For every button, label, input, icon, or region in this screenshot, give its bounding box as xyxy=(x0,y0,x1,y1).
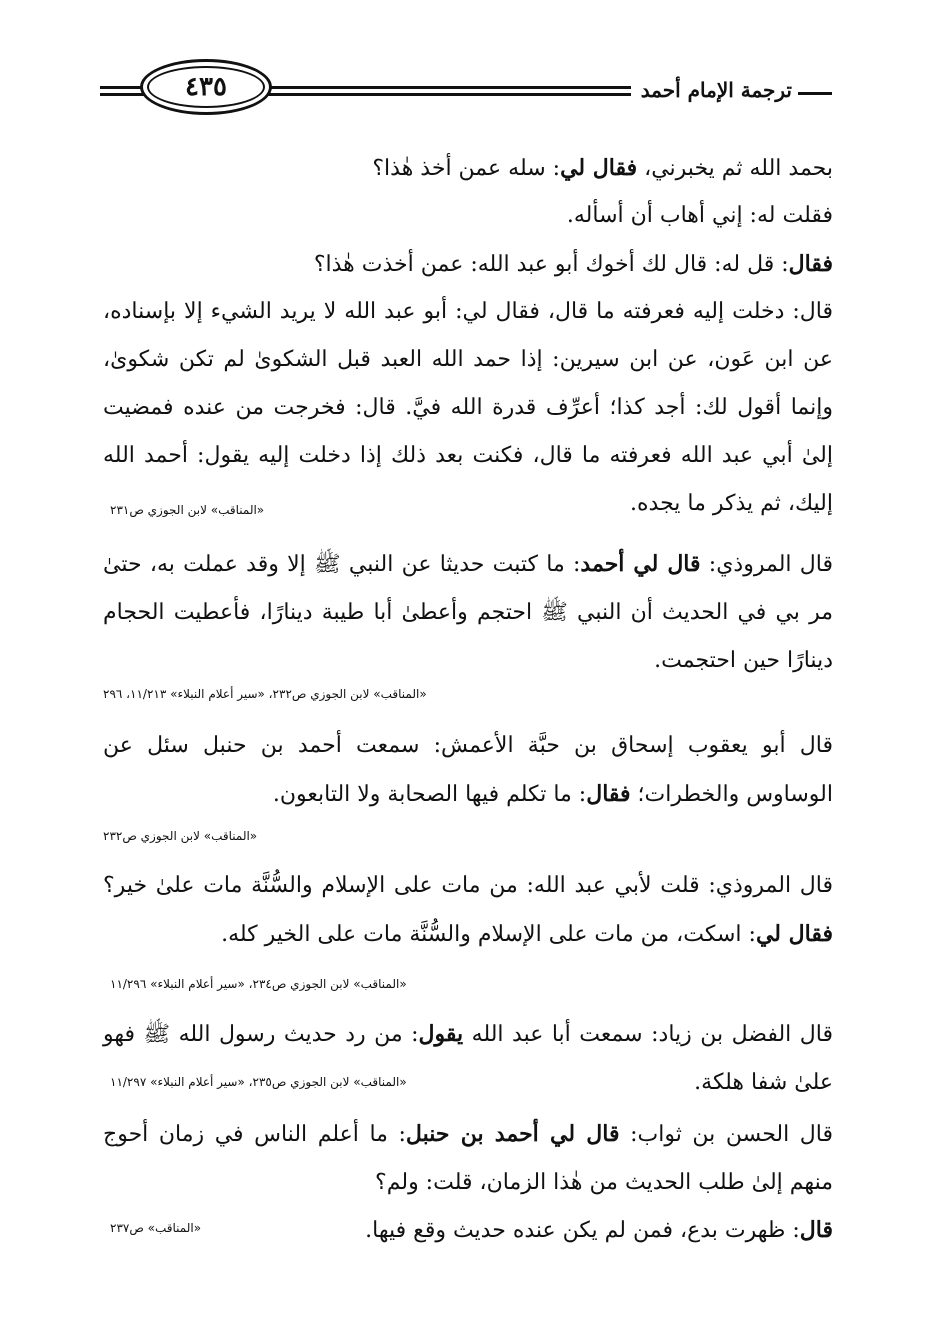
source-reference: «المناقب» لابن الجوزي ص٢٣٢ xyxy=(103,829,258,843)
text-run: قال الفضل بن زياد: سمعت أبا عبد الله xyxy=(463,1022,833,1047)
bold-phrase: قال لي أحمد xyxy=(580,551,701,577)
bold-phrase: فقال لي xyxy=(755,921,833,947)
text-run: : من رد حديث رسول الله ﷺ فهو علىٰ شفا هلكة. xyxy=(103,1022,833,1095)
text-run: قال: دخلت إليه فعرفته ما قال، فقال لي: أبو عبد الله لا يريد الشيء إلا بإسناده، عن ابن عَون، عن ابن سيرين: إذا حمد الله العبد قبل الشكوىٰ لم تكن شكوىٰ، وإنما أقول لك: أجد كذا؛ أعرِّف قدرة الله فيَّ. قال: فخرجت من عنده فمضيت إلىٰ أبي عبد الله فعرفته ما قال، فكنت بعد ذلك إذا دخلت إليه يقول: أحمد الله إليك، ثم يذكر ما يجده. xyxy=(103,299,833,516)
source-reference: «المناقب» لابن الجوزي ص٢٣١ xyxy=(110,503,265,517)
paragraph-7 xyxy=(103,862,833,959)
text-run: : ما تكلم فيها الصحابة ولا التابعون. xyxy=(272,782,587,807)
running-header xyxy=(100,56,840,126)
text-run: قال الحسن بن ثواب: xyxy=(619,1122,833,1147)
bold-phrase: يقول xyxy=(418,1021,464,1047)
text-run: : سله عمن أخذ هٰذا؟ xyxy=(372,156,561,181)
running-title-text: ترجمة الإمام أحمد xyxy=(640,78,792,102)
bold-phrase: فقال xyxy=(788,251,833,277)
text-run: : ما كتبت حديثا عن النبي ﷺ إلا وقد عملت به، حتىٰ مر بي في الحديث أن النبي ﷺ احتجم وأعطىٰ أبا طيبة دينارًا، فأعطيت الحجام دينارًا حين احتجمت. xyxy=(103,552,833,673)
source-reference: «المناقب» لابن الجوزي ص٢٣٢، «سير أعلام النبلاء» ١١/٢١٣، ٢٩٦ xyxy=(103,687,427,701)
paragraph-5 xyxy=(103,540,833,685)
bold-phrase: قال xyxy=(799,1217,833,1243)
paragraph-4 xyxy=(103,288,833,528)
text-run: فقلت له: إني أهاب أن أسأله. xyxy=(566,203,833,228)
title-dash xyxy=(798,92,832,95)
paragraph-2 xyxy=(103,192,833,240)
text-run: : اسكت، من مات على الإسلام والسُّنَّة مات على الخير كله. xyxy=(221,922,756,947)
paragraph-8 xyxy=(103,1010,833,1107)
bold-phrase: قال لي أحمد بن حنبل xyxy=(405,1121,620,1147)
text-run: قال المروذي: xyxy=(700,552,834,577)
running-title xyxy=(631,70,840,110)
page-number-oval xyxy=(140,59,272,115)
bold-phrase: فقال xyxy=(586,781,631,807)
source-reference: «المناقب» ص٢٣٧ xyxy=(110,1221,202,1235)
page-number: ٤٣٥ xyxy=(147,66,265,108)
text-run: قال أبو يعقوب إسحاق بن حبَّة الأعمش: سمعت أحمد بن حنبل سئل عن الوساوس والخطرات؛ xyxy=(103,733,833,807)
paragraph-3 xyxy=(103,240,833,289)
paragraph-10 xyxy=(103,1206,833,1255)
bold-phrase: فقال لي xyxy=(560,155,638,181)
source-reference: «المناقب» لابن الجوزي ص٢٣٤، «سير أعلام النبلاء» ١١/٢٩٦ xyxy=(110,977,407,991)
paragraph-9 xyxy=(103,1110,833,1207)
text-run: : ما أعلم الناس في زمان أحوج منهم إلىٰ طلب الحديث من هٰذا الزمان، قلت: ولم؟ xyxy=(103,1122,833,1195)
text-run: قال المروذي: قلت لأبي عبد الله: من مات على الإسلام والسُّنَّة مات علىٰ خير؟ xyxy=(103,873,833,898)
paragraph-6 xyxy=(103,722,833,819)
text-run: بحمد الله ثم يخبرني، xyxy=(637,156,833,181)
text-run: : قل له: قال لك أخوك أبو عبد الله: عمن أخذت هٰذا؟ xyxy=(313,252,789,277)
source-reference: «المناقب» لابن الجوزي ص٢٣٥، «سير أعلام النبلاء» ١١/٢٩٧ xyxy=(110,1075,407,1089)
paragraph-1 xyxy=(103,144,833,193)
text-run: : ظهرت بدع، فمن لم يكن عنده حديث وقع فيها. xyxy=(365,1218,800,1243)
